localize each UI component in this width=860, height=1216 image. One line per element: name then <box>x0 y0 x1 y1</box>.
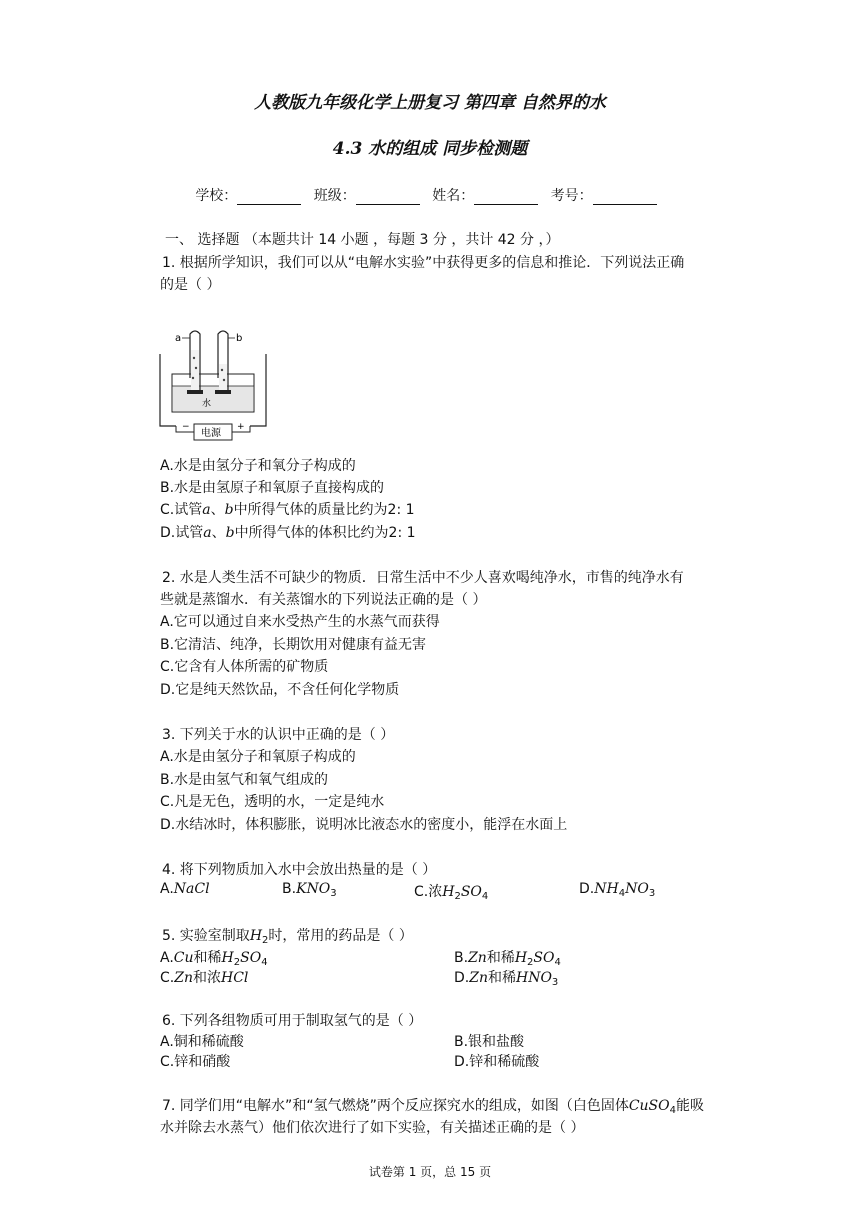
q5-option-a: A.Cu和稀$H_2SO_4$ <box>160 950 268 968</box>
q4-option-b: $B.KNO_3$ <box>282 881 337 899</box>
q1-option-b: B.水是由氢原子和氧原子直接构成的 <box>160 480 385 496</box>
q4-option-d: $D.NH_4NO_3$ <box>579 881 656 899</box>
q2-stem-1: 2. 水是人类生活不可缺少的物质．日常生活中不少人喜欢喝纯净水，市售的纯净水有 <box>162 570 684 586</box>
q2-stem-2: 些就是蒸馏水．有关蒸馏水的下列说法正确的是（ ） <box>160 592 487 608</box>
q4-option-a: A.NaCl <box>160 881 210 897</box>
q6-option-c: C.锌和硝酸 <box>160 1054 231 1070</box>
q5-stem: 5. 实验室制取$H_2$时，常用的药品是（ ） <box>162 928 413 946</box>
section-heading: 一、 选择题 （本题共计 14 小题 ，每题 3 分 ，共计 42 分 ，） <box>165 232 560 248</box>
q5-option-b: B.Zn和稀$H_2SO_4$ <box>454 950 561 968</box>
q1-stem-1: 1. 根据所学知识，我们可以从“电解水实验”中获得更多的信息和推论．下列说法正确 <box>162 255 685 271</box>
q5-option-c: C.Zn和浓HCl <box>160 970 249 986</box>
q2-option-d: D.它是纯天然饮品，不含任何化学物质 <box>160 682 400 698</box>
fig-label-a: a <box>175 333 182 344</box>
school-label: 学校： <box>195 188 238 204</box>
q2-option-a: A.它可以通过自来水受热产生的水蒸气而获得 <box>160 614 440 630</box>
q7-stem-1: 7. 同学们用“电解水”和“氢气燃烧”两个反应探究水的组成，如图（白色固体CuSO$_4$能吸 <box>162 1098 704 1116</box>
student-info-row <box>0 185 860 205</box>
q1-option-d: D.试管a、b中所得气体的体积比约为2: 1 <box>160 525 416 541</box>
q1-option-a: A.水是由氢分子和氧分子构成的 <box>160 458 356 474</box>
q4-stem: 4. 将下列物质加入水中会放出热量的是（ ） <box>162 862 437 878</box>
q2-option-c: C.它含有人体所需的矿物质 <box>160 659 329 675</box>
exam-no-blank[interactable] <box>593 190 657 205</box>
title-line-1: 人教版九年级化学上册复习 第四章 自然界的水 <box>254 93 606 113</box>
school-blank[interactable] <box>237 190 301 205</box>
page-footer: 试卷第 1 页，总 15 页 <box>368 1165 492 1179</box>
q2-option-b: B.它清洁、纯净，长期饮用对健康有益无害 <box>160 637 427 653</box>
title-line-2: 4.3 水的组成 同步检测题 <box>332 139 528 159</box>
fig-label-b: b <box>236 333 243 344</box>
q4-option-c: C.浓$H_2SO_4$ <box>414 884 489 902</box>
q5-option-d: D.Zn和稀$HNO_3$ <box>454 970 559 988</box>
q6-option-b: B.银和盐酸 <box>454 1034 525 1050</box>
name-label: 姓名： <box>432 188 475 204</box>
q6-option-a: A.铜和稀硫酸 <box>160 1034 244 1050</box>
name-blank[interactable] <box>474 190 538 205</box>
class-label: 班级： <box>313 188 356 204</box>
electrolysis-apparatus-figure <box>158 326 268 444</box>
q6-stem: 6. 下列各组物质可用于制取氢气的是（ ） <box>162 1013 423 1029</box>
q3-option-b: B.水是由氢气和氧气组成的 <box>160 772 329 788</box>
q7-stem-2: 水并除去水蒸气）他们依次进行了如下实验，有关描述正确的是（ ） <box>160 1120 585 1136</box>
fig-label-water: 水 <box>202 399 212 409</box>
q6-option-d: D.锌和稀硫酸 <box>454 1054 540 1070</box>
exam-no-label: 考号： <box>550 188 593 204</box>
q1-option-c: C.试管a、b中所得气体的质量比约为2: 1 <box>160 502 415 518</box>
q3-option-c: C.凡是无色，透明的水，一定是纯水 <box>160 794 385 810</box>
class-blank[interactable] <box>356 190 420 205</box>
fig-label-plus: + <box>237 422 245 432</box>
q3-stem: 3. 下列关于水的认识中正确的是（ ） <box>162 727 395 743</box>
q3-option-d: D.水结冰时，体积膨胀，说明冰比液态水的密度小，能浮在水面上 <box>160 817 568 833</box>
fig-label-power: 电源 <box>201 428 221 439</box>
q3-option-a: A.水是由氢分子和氧原子构成的 <box>160 749 356 765</box>
q1-stem-2: 的是（ ） <box>160 277 221 293</box>
fig-label-minus: − <box>182 422 190 432</box>
